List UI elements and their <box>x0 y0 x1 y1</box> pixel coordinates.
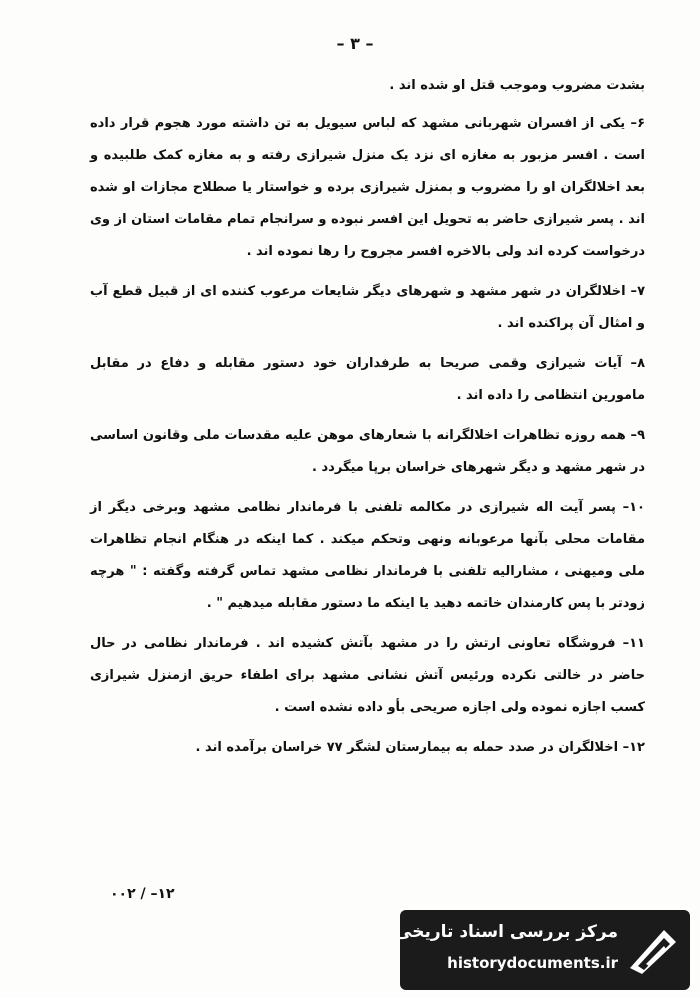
watermark-url[interactable]: historydocuments.ir <box>447 954 618 972</box>
paragraph-continuation: بشدت مضروب وموجب قتل او شده اند . <box>389 78 645 93</box>
paragraph-9: ۹– همه روزه تظاهرات اخلالگرانه با شعارهای موهن علیه مقدسات ملی وقانون اساسی در شهر مشهد و دیگر شهرهای خراسان برپا میگردد . <box>90 428 645 475</box>
paragraph-11: ۱۱– فروشگاه تعاونی ارتش را در مشهد بآتش کشیده اند . فرماندار نظامی در حال حاضر در خالتی نکرده ورئیس آتش نشانی مشهد برای اطفاء حریق ازمنزل شیرازی کسب اجازه نموده ولی اجازه صریحی بأو داده نشده است . <box>90 636 645 715</box>
paragraph-8: ۸– آیات شیرازی وقمی صریحا به طرفداران خود دستور مقابله و دفاع در مقابل مامورین انتظامی را داده اند . <box>90 356 645 403</box>
document-body <box>90 70 645 772</box>
archive-logo-icon <box>624 922 682 980</box>
page-number: – ۳ – <box>336 34 374 53</box>
paragraph-6: ۶– یکی از افسران شهربانی مشهد که لباس سیویل به تن داشته مورد هجوم قرار داده است . افسر مزبور به مغازه ای نزد یک منزل شیرازی رفته و به مغازه کمک طلبیده و بعد اخلالگران او را مضروب و بمنزل شیرازی برده و خواستار یا صطلاح مجازات او شده اند . پسر شیرازی حاضر به تحویل این افسر نبوده و سرانجام تمام مقامات استان از وی درخواست کرده اند ولی بالاخره افسر مجروح را رها نموده اند . <box>90 116 645 259</box>
watermark-badge <box>395 910 690 990</box>
paragraph-10: ۱۰– پسر آیت اله شیرازی در مکالمه تلفنی با فرماندار نظامی مشهد وبرخی دیگر از مقامات محلی بآنها مرعوبانه ونهی وتحکم میکند . کما اینکه در هنگام انجام تظاهرات ملی ومیهنی ، مشارالیه تلفنی با فرماندار نظامی مشهد تماس گرفته وگفته : " هرچه زودتر با پس کارمندان خاتمه دهید یا اینکه ما دستور مقابله میدهیم " . <box>90 500 645 611</box>
watermark-title: مرکز بررسی اسناد تاریخی <box>395 922 618 942</box>
paragraph-12: ۱۲– اخلالگران در صدد حمله به بیمارستان لشگر ۷۷ خراسان برآمده اند . <box>195 740 645 755</box>
document-code: ۱۲– / ۰۰۲ <box>110 886 175 902</box>
paragraph-7: ۷– اخلالگران در شهر مشهد و شهرهای دیگر شایعات مرعوب کننده ای از قبیل قطع آب و امثال آن پراکنده اند . <box>90 284 645 331</box>
